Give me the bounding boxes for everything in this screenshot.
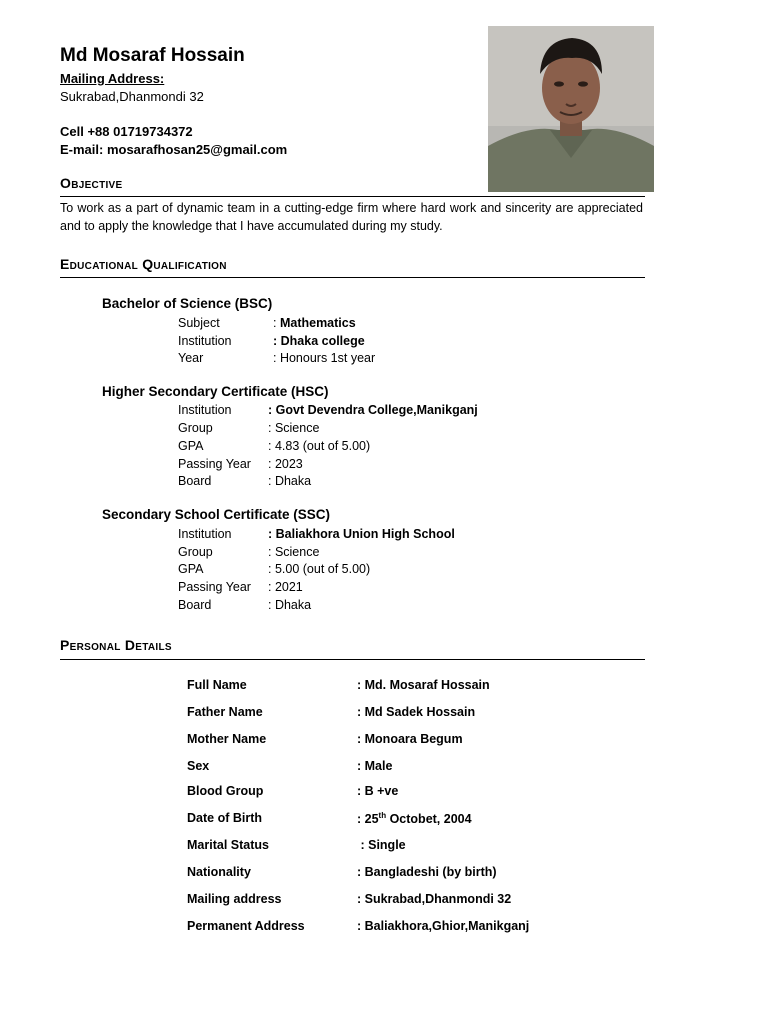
candidate-name: Md Mosaraf Hossain <box>60 45 245 66</box>
ssc-label: Institution <box>178 527 232 541</box>
dob-suffix: th <box>378 811 387 820</box>
bsc-label: Year <box>178 351 204 365</box>
ssc-value: : Baliakhora Union High School <box>268 527 455 541</box>
education-divider <box>60 277 645 278</box>
personal-label: Marital Status <box>187 838 269 852</box>
dob-day: : 25 <box>357 812 379 827</box>
hsc-value: : Govt Devendra College,Manikganj <box>268 403 478 417</box>
ssc-label: Group <box>178 545 213 559</box>
dob-month-year: Octobet, 2004 <box>386 812 472 827</box>
hsc-label: Institution <box>178 403 232 417</box>
personal-label: Permanent Address <box>187 919 305 933</box>
hsc-value: : 2023 <box>268 457 303 471</box>
personal-value: : Bangladeshi (by birth) <box>357 865 497 879</box>
personal-divider <box>60 659 645 660</box>
bsc-value: : Mathematics <box>273 316 356 330</box>
ssc-title: Secondary School Certificate (SSC) <box>102 507 331 522</box>
personal-heading: Personal Details <box>60 637 172 653</box>
hsc-label: Board <box>178 474 212 488</box>
hsc-value: : Science <box>268 421 320 435</box>
personal-value: : B +ve <box>357 784 399 798</box>
hsc-label: GPA <box>178 439 204 453</box>
personal-value: : Md. Mosaraf Hossain <box>357 678 490 692</box>
ssc-value: : Dhaka <box>268 598 312 612</box>
ssc-value: : 2021 <box>268 580 303 594</box>
personal-value: : Sukrabad,Dhanmondi 32 <box>357 892 512 906</box>
ssc-value: : Science <box>268 545 320 559</box>
personal-label: Mailing address <box>187 892 282 906</box>
hsc-label: Group <box>178 421 213 435</box>
personal-value <box>357 811 472 826</box>
mailing-address-value: Sukrabad,Dhanmondi 32 <box>60 89 204 104</box>
personal-label: Date of Birth <box>187 811 262 825</box>
bsc-value: : Dhaka college <box>273 334 365 348</box>
objective-divider <box>60 196 645 197</box>
hsc-value: : 4.83 (out of 5.00) <box>268 439 371 453</box>
objective-heading: Objective <box>60 175 123 191</box>
personal-value: : Md Sadek Hossain <box>357 705 476 719</box>
bsc-value: : Honours 1st year <box>273 351 376 365</box>
personal-value: : Male <box>357 759 393 773</box>
personal-label: Mother Name <box>187 732 267 746</box>
objective-text: To work as a part of dynamic team in a cutting-edge firm where hard work and sincerity are appreciated and to apply the knowledge that I have accumulated during my study. <box>60 201 643 233</box>
ssc-value: : 5.00 (out of 5.00) <box>268 562 371 576</box>
bsc-label: Subject <box>178 316 220 330</box>
personal-label: Full Name <box>187 678 247 692</box>
ssc-label: Passing Year <box>178 580 251 594</box>
personal-value: : Single <box>357 838 406 852</box>
profile-photo <box>488 26 654 192</box>
mailing-address-label: Mailing Address: <box>60 71 165 86</box>
personal-value: : Baliakhora,Ghior,Manikganj <box>357 919 530 933</box>
ssc-label: GPA <box>178 562 204 576</box>
hsc-label: Passing Year <box>178 457 251 471</box>
personal-label: Sex <box>187 759 210 773</box>
bsc-label: Institution <box>178 334 232 348</box>
personal-label: Father Name <box>187 705 263 719</box>
hsc-title: Higher Secondary Certificate (HSC) <box>102 384 329 399</box>
cell-number: Cell +88 01719734372 <box>60 124 193 139</box>
ssc-label: Board <box>178 598 212 612</box>
email-address: E-mail: mosarafhosan25@gmail.com <box>60 142 288 157</box>
personal-label: Blood Group <box>187 784 264 798</box>
education-heading: Educational Qualification <box>60 256 227 272</box>
bsc-title: Bachelor of Science (BSC) <box>102 296 273 311</box>
personal-label: Nationality <box>187 865 251 879</box>
hsc-value: : Dhaka <box>268 474 312 488</box>
personal-value: : Monoara Begum <box>357 732 463 746</box>
